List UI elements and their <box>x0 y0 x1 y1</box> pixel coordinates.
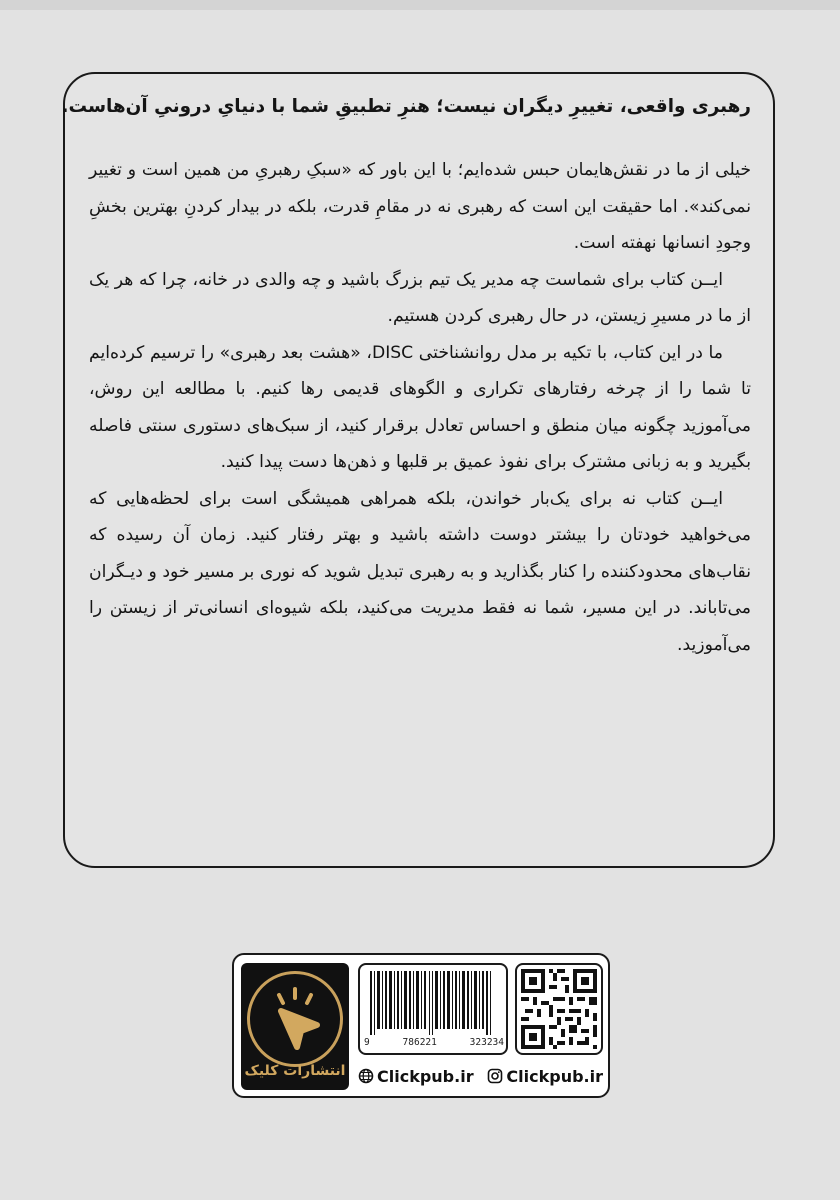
paragraph-4: ایــن کتاب نه برای یک‌بار خواندن، بلکه همراهی همیشگی است برای لحظه‌هایی که می‌خواهید خودتان را بیشتر دوست داشته باشید و بهتر رفتار کنید. زمان آن رسیده که نقاب‌های محدودکننده را کنار بگذارید و به رهبری تبدیل شوید که نوری بر مسیر خود و دیـگران می‌تاباند. در این مسیر، شما نه فقط مدیریت می‌کنید، بلکه شیوه‌ای انسانی‌تر از زیستن را می‌آموزید. <box>89 488 751 655</box>
website-link[interactable] <box>358 1067 474 1086</box>
qr-code <box>515 963 603 1055</box>
isbn-digits <box>364 1037 504 1048</box>
headline: رهبری واقعی، تغییرِ دیگران نیست؛ هنرِ تطبیقِ شما با دنیایِ درونیِ آن‌هاست. <box>61 96 751 117</box>
globe-icon <box>358 1068 374 1084</box>
publisher-logo <box>241 963 349 1090</box>
isbn-digit-prefix: 9 <box>364 1037 370 1048</box>
contact-links <box>358 1061 603 1091</box>
isbn-barcode <box>358 963 508 1055</box>
instagram-icon <box>487 1068 503 1084</box>
paragraph-3: ما در این کتاب، با تکیه بر مدل روانشناختی DISC، «هشت بعد رهبری» را ترسیم کرده‌ایم تا شما را از چرخه رفتارهای تکراری و الگوهای قدیمی رها کنیم. با مطالعه این روش، می‌آموزید چگونه میان منطق و احساس تعادل برقرار کنید، از سبک‌های دستوری سنتی فاصله بگیرید و به زبانی مشترک برای نفوذ عمیق بر قلبها و ذهن‌ها دست پیدا کنید. <box>89 342 751 472</box>
qr-code-icon <box>517 965 601 1053</box>
logo-text: انتشارات کلیک <box>244 1063 346 1079</box>
instagram-link[interactable] <box>487 1067 603 1086</box>
paragraph-2: ایــن کتاب برای شماست چه مدیر یک تیم بزرگ باشید و چه والدی در خانه، چرا که هر یک از ما در مسیرِ زیستن، در حال رهبری کردن هستیم. <box>89 269 751 326</box>
play-cursor-icon <box>241 967 349 1075</box>
paragraph-1: خیلی از ما در نقش‌هایمان حبس شده‌ایم؛ با این باور که «سبکِ رهبریِ من همین است و تغییر نمی‌کند». اما حقیقت این است که رهبری نه در مقامِ قدرت، بلکه در بیدار کردنِ بهترین بخشِ وجودِ انسانها نهفته است. <box>89 160 751 253</box>
isbn-digit-group-2: 323234 <box>469 1037 504 1048</box>
instagram-label: Clickpub.ir <box>506 1066 603 1086</box>
website-label: Clickpub.ir <box>377 1066 474 1086</box>
top-edge-strip <box>0 0 840 10</box>
isbn-digit-group-1: 786221 <box>402 1037 437 1048</box>
barcode-bars <box>360 967 506 1037</box>
back-matter-panel <box>232 953 610 1098</box>
blurb-box <box>63 72 775 868</box>
